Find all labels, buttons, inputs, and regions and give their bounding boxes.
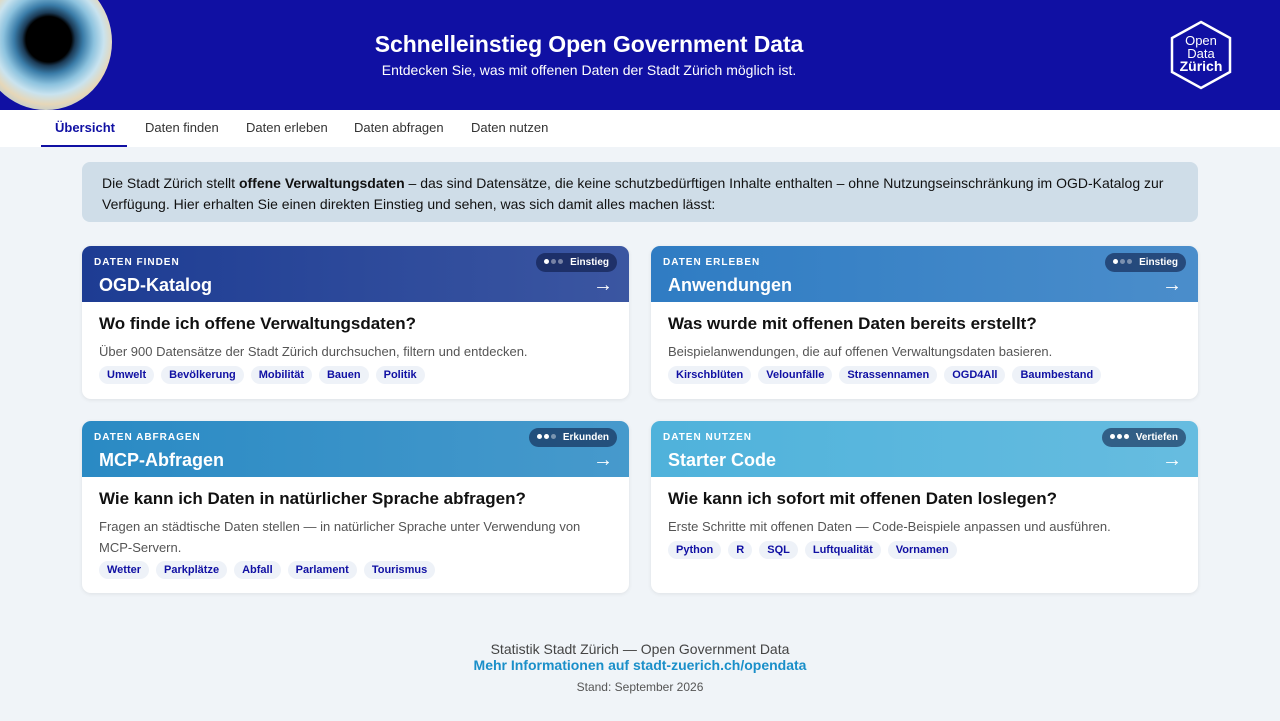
card-daten-abfragen[interactable] bbox=[82, 421, 629, 593]
level-dot bbox=[1110, 434, 1115, 439]
tag[interactable]: Abfall bbox=[234, 561, 281, 579]
logo-line-2: Data bbox=[1187, 46, 1215, 61]
header bbox=[0, 0, 1280, 110]
arrow-right-icon[interactable]: → bbox=[593, 449, 613, 471]
level-dot bbox=[1124, 434, 1129, 439]
tag[interactable]: Parkplätze bbox=[156, 561, 227, 579]
level-badge bbox=[1102, 428, 1186, 447]
card-description: Fragen an städtische Daten stellen — in natürlicher Sprache unter Verwendung von MCP-Servern. bbox=[99, 519, 581, 555]
tab-daten-erleben[interactable]: Daten erleben bbox=[246, 120, 328, 135]
level-dot bbox=[1117, 434, 1122, 439]
card-kicker: DATEN ABFRAGEN bbox=[94, 432, 201, 443]
logo-line-3: Zürich bbox=[1179, 58, 1223, 74]
card-header bbox=[82, 421, 629, 477]
card-daten-finden[interactable] bbox=[82, 246, 629, 399]
tag[interactable]: OGD4All bbox=[944, 366, 1005, 384]
card-description: Über 900 Datensätze der Stadt Zürich durchsuchen, filtern und entdecken. bbox=[99, 344, 528, 359]
level-label: Erkunden bbox=[562, 432, 609, 443]
level-dots bbox=[537, 432, 558, 443]
card-question: Was wurde mit offenen Daten bereits erstellt? bbox=[668, 314, 1037, 333]
card-title: Anwendungen bbox=[668, 275, 792, 295]
tab-daten-finden[interactable]: Daten finden bbox=[145, 120, 219, 135]
tag[interactable]: Politik bbox=[376, 366, 425, 384]
footer-link[interactable]: Mehr Informationen auf stadt-zuerich.ch/opendata bbox=[473, 657, 807, 673]
card-header bbox=[82, 246, 629, 302]
level-label: Einstieg bbox=[1139, 257, 1178, 268]
card-title: MCP-Abfragen bbox=[99, 450, 224, 470]
tag-list bbox=[668, 541, 957, 559]
footer-org: Statistik Stadt Zürich — Open Government Data bbox=[490, 641, 790, 657]
tag[interactable]: Umwelt bbox=[99, 366, 154, 384]
card-header bbox=[651, 246, 1198, 302]
tag[interactable]: Baumbestand bbox=[1012, 366, 1101, 384]
tag[interactable]: Python bbox=[668, 541, 721, 559]
level-dot bbox=[1120, 259, 1125, 264]
tag[interactable]: R bbox=[728, 541, 752, 559]
level-dot bbox=[551, 259, 556, 264]
card-description: Beispielanwendungen, die auf offenen Verwaltungsdaten basieren. bbox=[668, 344, 1053, 359]
footer-stand: Stand: September 2026 bbox=[576, 680, 704, 694]
card-header bbox=[651, 421, 1198, 477]
tab-daten-abfragen[interactable]: Daten abfragen bbox=[354, 120, 444, 135]
intro-bold: offene Verwaltungsdaten bbox=[238, 175, 405, 191]
level-dot bbox=[1113, 259, 1118, 264]
level-dot bbox=[544, 259, 549, 264]
card-question: Wie kann ich sofort mit offenen Daten loslegen? bbox=[668, 489, 1057, 508]
level-dots bbox=[544, 257, 565, 268]
tab-bar bbox=[0, 110, 1280, 147]
arrow-right-icon[interactable]: → bbox=[1162, 274, 1182, 296]
level-badge bbox=[536, 253, 617, 272]
page-subtitle: Entdecken Sie, was mit offenen Daten der Stadt Zürich möglich ist. bbox=[381, 62, 797, 78]
card-question: Wo finde ich offene Verwaltungsdaten? bbox=[99, 314, 417, 333]
tag[interactable]: Luftqualität bbox=[805, 541, 881, 559]
tag[interactable]: Bevölkerung bbox=[161, 366, 244, 384]
intro-text-2: – das sind Datensätze, die keine schutzbedürftigen Inhalte enthalten – ohne Nutzungseinschränkung im OGD-Katalog zur Verfügung. Hier erhalten Sie einen direkten Einstieg und sehen, was sich damit alles machen lässt: bbox=[102, 175, 1164, 212]
arrow-right-icon[interactable]: → bbox=[1162, 449, 1182, 471]
tag[interactable]: Parlament bbox=[288, 561, 357, 579]
logo-text bbox=[1169, 34, 1233, 73]
card-title: OGD-Katalog bbox=[99, 275, 213, 295]
tag[interactable]: Bauen bbox=[319, 366, 369, 384]
card-title: Starter Code bbox=[668, 450, 777, 470]
tag[interactable]: SQL bbox=[759, 541, 798, 559]
level-badge bbox=[529, 428, 617, 447]
tag[interactable]: Kirschblüten bbox=[668, 366, 751, 384]
level-label: Einstieg bbox=[570, 257, 609, 268]
level-dot bbox=[558, 259, 563, 264]
level-dot bbox=[537, 434, 542, 439]
card-kicker: DATEN ERLEBEN bbox=[663, 257, 761, 268]
tag-list bbox=[99, 561, 435, 579]
tag[interactable]: Mobilität bbox=[251, 366, 312, 384]
page-title: Schnelleinstieg Open Government Data bbox=[374, 31, 804, 57]
logo-line-1: Open bbox=[1185, 33, 1217, 48]
card-question: Wie kann ich Daten in natürlicher Sprache abfragen? bbox=[99, 489, 526, 508]
tab-daten-nutzen[interactable]: Daten nutzen bbox=[471, 120, 549, 135]
card-daten-erleben[interactable] bbox=[651, 246, 1198, 399]
level-dot bbox=[1127, 259, 1132, 264]
arrow-right-icon[interactable]: → bbox=[593, 274, 613, 296]
tag[interactable]: Velounfälle bbox=[758, 366, 832, 384]
tag[interactable]: Wetter bbox=[99, 561, 149, 579]
tag-list bbox=[99, 366, 425, 384]
tag[interactable]: Strassennamen bbox=[839, 366, 937, 384]
tab-uebersicht[interactable]: Übersicht bbox=[41, 110, 127, 147]
card-kicker: DATEN NUTZEN bbox=[663, 432, 753, 443]
intro-box bbox=[82, 162, 1198, 222]
card-kicker: DATEN FINDEN bbox=[94, 257, 180, 268]
level-label: Vertiefen bbox=[1135, 432, 1178, 443]
tag-list bbox=[668, 366, 1101, 384]
level-dot bbox=[544, 434, 549, 439]
card-daten-nutzen[interactable] bbox=[651, 421, 1198, 593]
level-dot bbox=[551, 434, 556, 439]
tag[interactable]: Vornamen bbox=[888, 541, 957, 559]
level-badge bbox=[1105, 253, 1186, 272]
card-description: Erste Schritte mit offenen Daten — Code-Beispiele anpassen und ausführen. bbox=[668, 519, 1111, 534]
level-dots bbox=[1110, 432, 1131, 443]
intro-text-1: Die Stadt Zürich stellt bbox=[102, 175, 239, 191]
level-dots bbox=[1113, 257, 1134, 268]
tag[interactable]: Tourismus bbox=[364, 561, 435, 579]
